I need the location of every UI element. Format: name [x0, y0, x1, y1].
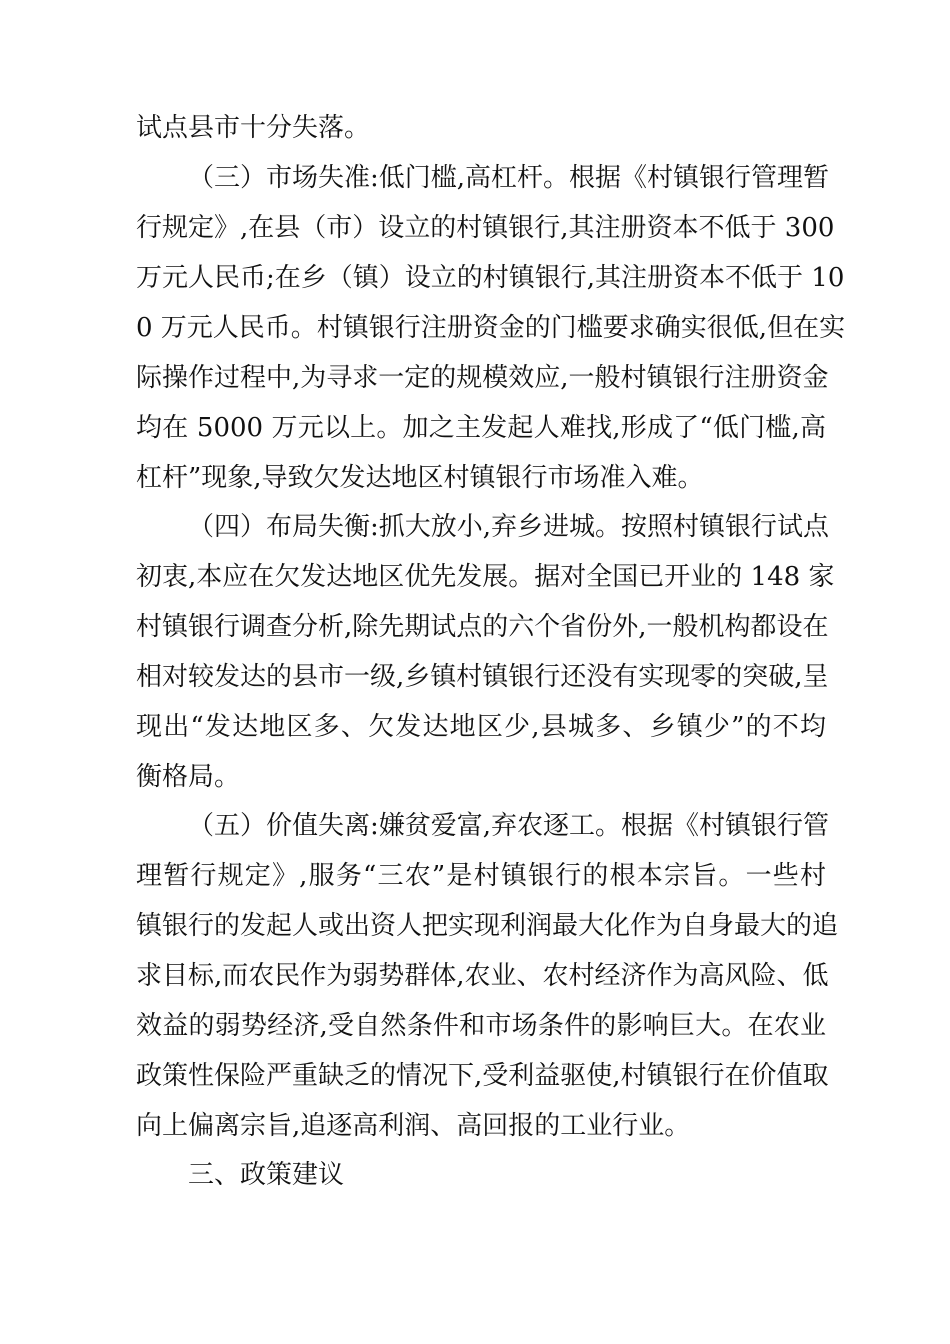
paragraph-3-line: （三）市场失准:低门槛,高杠杆。根据《村镇银行管理暂	[188, 163, 830, 193]
text-line: 试点县市十分失落。	[136, 113, 371, 143]
text-line: 政策性保险严重缺乏的情况下,受利益驱使,村镇银行在价值取	[136, 1061, 829, 1091]
text-line: 现出“发达地区多、欠发达地区少,县城多、乡镇少”的不均	[136, 712, 826, 742]
text-line: 镇银行的发起人或出资人把实现利润最大化作为自身最大的追	[136, 911, 839, 941]
text-line: 求目标,而农民作为弱势群体,农业、农村经济作为高风险、低	[136, 961, 829, 991]
section-heading: 三、政策建议	[188, 1160, 345, 1190]
text-line: 均在 5000 万元以上。加之主发起人难找,形成了“低门槛,高	[136, 413, 826, 443]
text-line: 0 万元人民币。村镇银行注册资金的门槛要求确实很低,但在实	[136, 313, 846, 343]
text-line: 万元人民币;在乡（镇）设立的村镇银行,其注册资本不低于 10	[136, 263, 845, 293]
text-line: 效益的弱势经济,受自然条件和市场条件的影响巨大。在农业	[136, 1011, 826, 1041]
text-line: 向上偏离宗旨,追逐高利润、高回报的工业行业。	[136, 1111, 691, 1141]
paragraph-5-line: （五）价值失离:嫌贫爱富,弃农逐工。根据《村镇银行管	[188, 811, 830, 841]
text-line: 际操作过程中,为寻求一定的规模效应,一般村镇银行注册资金	[136, 363, 829, 393]
text-line: 理暂行规定》,服务“三农”是村镇银行的根本宗旨。一些村	[136, 861, 826, 891]
text-line: 村镇银行调查分析,除先期试点的六个省份外,一般机构都设在	[136, 612, 829, 642]
text-line: 杠杆”现象,导致欠发达地区村镇银行市场准入难。	[136, 463, 704, 493]
text-line: 相对较发达的县市一级,乡镇村镇银行还没有实现零的突破,呈	[136, 662, 829, 692]
text-line: 行规定》,在县（市）设立的村镇银行,其注册资本不低于 300	[136, 213, 835, 243]
text-line: 初衷,本应在欠发达地区优先发展。据对全国已开业的 148 家	[136, 562, 835, 592]
paragraph-4-line: （四）布局失衡:抓大放小,弃乡进城。按照村镇银行试点	[188, 512, 830, 542]
text-line: 衡格局。	[136, 762, 241, 792]
